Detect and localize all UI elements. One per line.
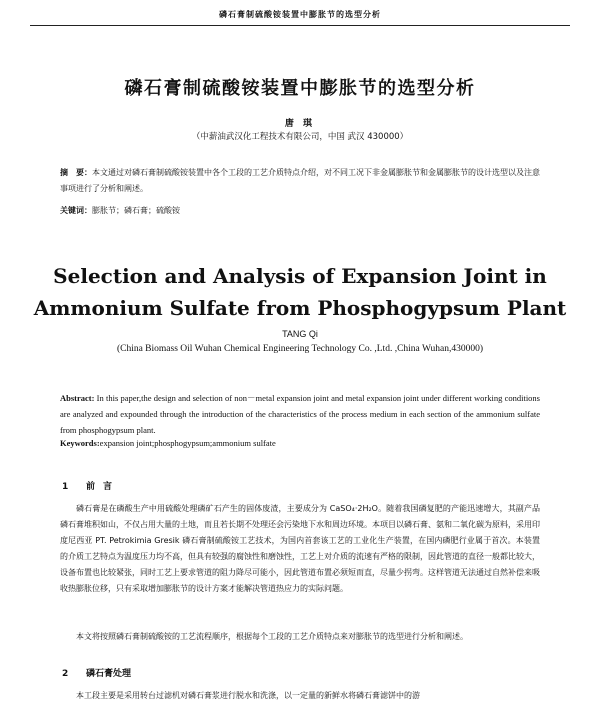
english-title-line2: Ammonium Sulfate from Phosphogypsum Plant [33,296,567,320]
english-abstract-text: In this paper,the design and selection of non－metal expansion joint and metal expansion joint under different working conditions are analyzed and expounded through the introduction of the characteristics of the process medium in each section of the ammonium sulfate from phosphogypsum plant. [60,393,540,435]
english-title [0,260,600,324]
section-number: 2 [62,669,69,679]
chinese-abstract-label: 摘 要： [60,168,92,177]
section-number: 1 [62,482,69,492]
body-paragraph: 本工段主要是采用转台过滤机对磷石膏浆进行脱水和洗涤，以一定量的新鲜水将磷石膏滤饼中的游 [76,691,420,700]
chinese-keywords-label: 关键词： [60,206,92,215]
chinese-affiliation: （中薪油武汉化工程技术有限公司，中国 武汉 430000） [191,132,409,142]
section-title: 前言 [86,482,121,492]
chinese-author: 唐 琪 [284,119,316,129]
section-title: 磷石膏处理 [86,669,132,679]
english-abstract-label: Abstract: [60,393,95,403]
english-keywords-text: expansion joint;phosphogypsum;ammonium sulfate [99,438,276,448]
english-keywords-label: Keywords: [60,438,100,448]
english-keywords [60,438,540,448]
running-head: 磷石膏制硫酸铵装置中膨胀节的选型分析 [219,10,381,19]
english-affiliation: (China Biomass Oil Wuhan Chemical Engineering Technology Co. ,Ltd. ,China Wuhan,430000) [116,344,484,354]
body-paragraph: 磷石膏是在磷酸生产中用硫酸处理磷矿石产生的固体废渣，主要成分为 CaSO₄·2H₂O。随着我国磷复肥的产能迅速增大，其副产品磷石膏堆积如山，不仅占用大量的土地，而且若长期不处理还会污染地下水和周边环境。本项目以磷石膏、氨和二氧化碳为原料，采用印度尼西亚 PT. Petrokimia Gresik 磷石膏制硫酸铵工艺技术，为国内首套该工艺的工业化生产装置，在国内磷肥行业属于首次。本装置的介质工艺特点为温度压力均不高，但具有较强的腐蚀性和磨蚀性，工艺上对介质的流速有严格的限制，因此管道的直径一般都比较大，设备布置也比较紧张，同时工艺上要求管道的阻力降尽可能小，因此管道布置必须短而直，尽量少拐弯。这样管道无法通过自然补偿来吸收热膨胀位移，只有采取增加膨胀节的设计方案才能解决管道热应力的实际问题。 [60,504,540,593]
english-abstract [60,390,540,438]
section-heading-introduction [62,479,120,492]
chinese-abstract-text: 本文通过对磷石膏制硫酸铵装置中各个工段的工艺介质特点介绍，对不同工况下非金属膨胀节和金属膨胀节的设计选型以及注意事项进行了分析和阐述。 [60,168,540,193]
section-heading-phosphogypsum-treatment [62,666,131,679]
body-paragraph: 本文将按照磷石膏制硫酸铵的工艺流程顺序，根据每个工段的工艺介质特点来对膨胀节的选型进行分析和阐述。 [76,632,468,641]
header-rule [30,25,570,26]
chinese-keywords [60,205,540,216]
chinese-abstract [60,165,540,197]
chinese-title: 磷石膏制硫酸铵装置中膨胀节的选型分析 [124,78,476,99]
english-title-line1: Selection and Analysis of Expansion Joint in [53,264,547,288]
chinese-keywords-text: 膨胀节；磷石膏；硫酸铵 [92,206,180,215]
english-author: TANG Qi [282,329,318,339]
